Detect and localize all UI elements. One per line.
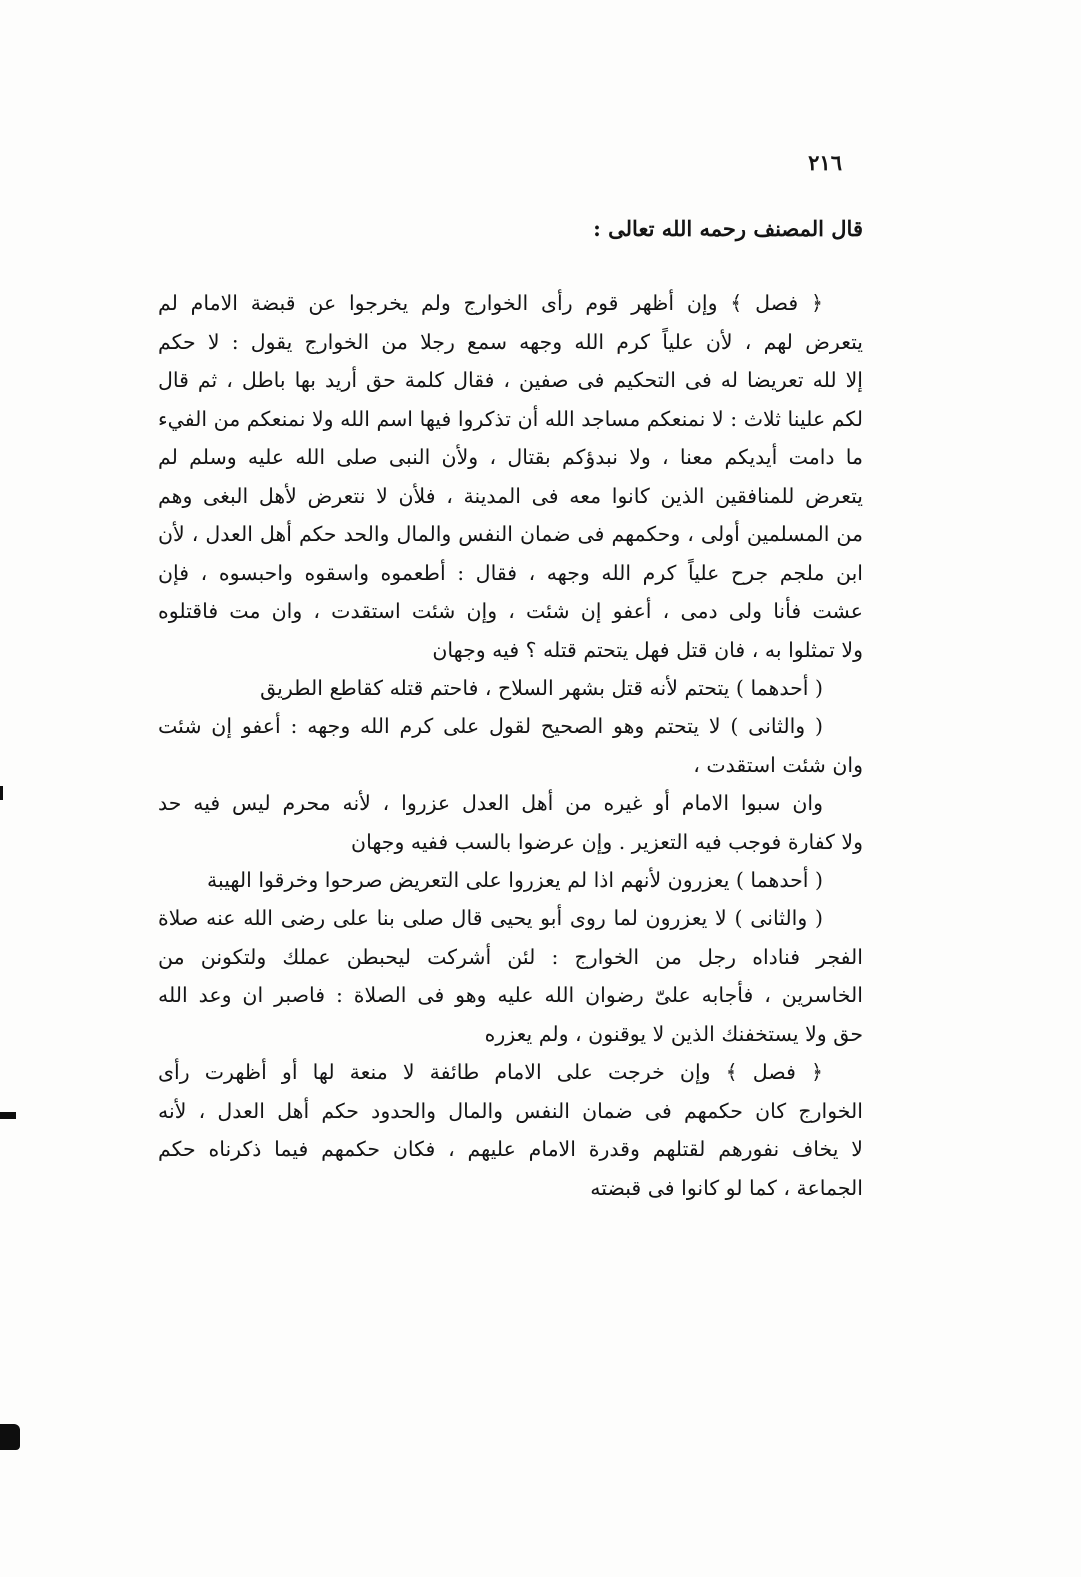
paragraph-second-view-tazir xyxy=(158,899,863,1053)
scan-edge-mark xyxy=(0,1112,16,1119)
scan-edge-mark xyxy=(0,786,3,800)
text-line: وان شئت استقدت ، xyxy=(693,752,863,777)
text-line: عشت فأنا ولى دمى ، أعفو إن شئت ، وإن شئت استقدت ، وان مت فاقتلوه xyxy=(158,599,863,623)
text-line: ﴿ فصل ﴾ وإن خرجت على الامام طائفة لا منعة لها أو أظهرت رأى xyxy=(158,1060,823,1084)
text-line: الخوارج كان حكمهم فى ضمان النفس والمال والحدود حكم أهل العدل ، لأنه xyxy=(158,1098,863,1123)
paragraph-insulting-imam xyxy=(158,784,863,861)
text-line: لكم علينا ثلاث : لا نمنعكم مساجد الله أن تذكروا فيها اسم الله ولا نمنعكم من الفيء xyxy=(158,406,863,431)
section-heading: قال المصنف رحمه الله تعالى : xyxy=(593,216,863,241)
text-line: ولا تمثلوا به ، فان قتل فهل يتحتم قتله ؟ فيه وجهان xyxy=(432,637,863,662)
text-line: ( أحدهما ) يتحتم لأنه قتل بشهر السلاح ، فاحتم قتله كقاطع الطريق xyxy=(260,676,823,700)
text-line: ( أحدهما ) يعزرون لأنهم اذا لم يعزروا على التعريض صرحوا وخرقوا الهيبة xyxy=(207,868,823,892)
paragraph-second-view xyxy=(158,707,863,784)
text-line: ما دامت أيديكم معنا ، ولا نبدؤكم بقتال ، ولأن النبى صلى الله عليه وسلم لم xyxy=(158,445,863,469)
paragraph-first-view xyxy=(158,669,863,708)
text-line: إلا لله تعريضا له فى التحكيم فى صفين ، فقال كلمة حق أريد بها باطل ، ثم قال xyxy=(158,368,863,392)
text-line: ( والثانى ) لا يتحتم وهو الصحيح لقول على كرم الله وجهه : أعفو إن شئت xyxy=(158,714,823,738)
text-line: يتعرض لهم ، لأن علياً كرم الله وجهه سمع رجلا من الخوارج يقول : لا حكم xyxy=(158,329,863,354)
text-line: من المسلمين أولى ، وحكمهم فى ضمان النفس والمال والحد حكم أهل العدل ، لأن xyxy=(158,522,863,546)
scan-edge-mark xyxy=(0,1424,20,1450)
text-line: ( والثانى ) لا يعزرون لما روى أبو يحيى قال صلى بنا على رضى الله عنه صلاة xyxy=(158,906,823,930)
text-line: حق ولا يستخفنك الذين لا يوقنون ، ولم يعزره xyxy=(484,1021,863,1046)
text-line: وان سبوا الامام أو غيره من أهل العدل عزروا ، لأنه محرم ليس فيه حد xyxy=(158,791,823,815)
text-line: ولا كفارة فوجب فيه التعزير . وإن عرضوا بالسب ففيه وجهان xyxy=(351,829,863,854)
page-number: ٢١٦ xyxy=(808,150,842,175)
text-line: ابن ملجم جرح علياً كرم الله وجهه ، فقال : أطعموه واسقوه واحبسوه ، فإن xyxy=(158,560,863,585)
text-line: الفجر فناداه رجل من الخوارج : لئن أشركت ليحبطن عملك ولتكونن من xyxy=(158,944,863,969)
text-line: ﴿ فصل ﴾ وإن أظهر قوم رأى الخوارج ولم يخرجوا عن قبضة الامام لم xyxy=(158,291,823,315)
paragraph-fasl-2 xyxy=(158,1053,863,1207)
text-line: الجماعة ، كما لو كانوا فى قبضته xyxy=(590,1175,863,1200)
paragraph-fasl-1 xyxy=(158,284,863,669)
text-line: يتعرض للمنافقين الذين كانوا معه فى المدينة ، فلأن لا نتعرض لأهل البغى وهم xyxy=(158,483,863,508)
paragraph-first-view-tazir xyxy=(158,861,863,900)
text-line: الخاسرين ، فأجابه علىّ رضوان الله عليه وهو فى الصلاة : فاصبر ان وعد الله xyxy=(158,983,863,1007)
text-line: لا يخاف نفورهم لقتلهم وقدرة الامام عليهم ، فكان حكمهم فيما ذكرناه حكم xyxy=(158,1137,863,1161)
